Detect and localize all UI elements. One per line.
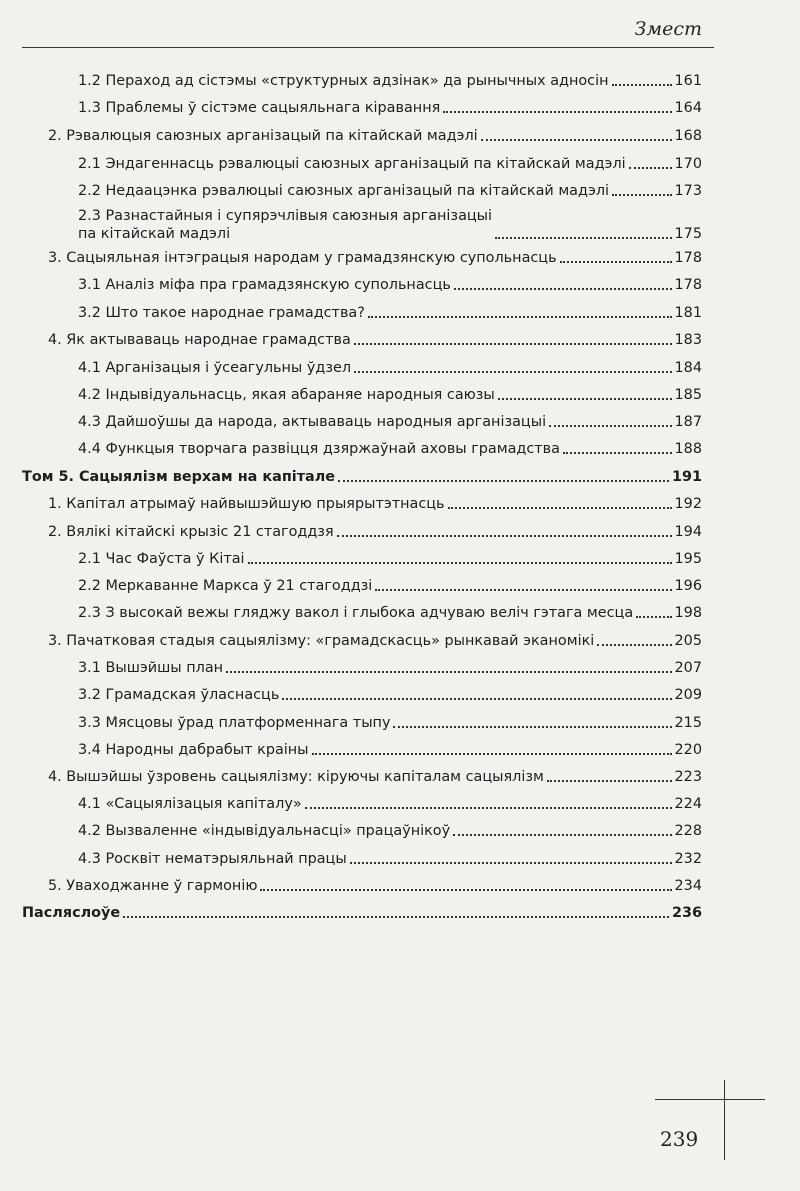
- toc-entry-label: 2.3 Разнастайныя і супярэчлівыя саюзныя арганізацыі: [78, 208, 493, 224]
- toc-entry-label: 3.2 Грамадская ўласнасць: [78, 687, 280, 703]
- footer-rule: [655, 1099, 765, 1100]
- toc-entry-page: 173: [674, 183, 702, 199]
- leader-dots: [454, 288, 672, 290]
- leader-dots: [368, 316, 672, 318]
- toc-entry-page: 194: [674, 524, 702, 540]
- page-number: 239: [660, 1127, 699, 1151]
- leader-dots: [560, 261, 672, 263]
- toc-entry-page: 196: [674, 578, 702, 594]
- toc-entry[interactable]: [78, 741, 702, 759]
- toc-entry-label: 4.3 Дайшоўшы да народа, актываваць народныя арганізацыі: [78, 414, 547, 430]
- toc-entry[interactable]: [48, 768, 702, 786]
- toc-part-entry[interactable]: [22, 468, 702, 486]
- toc-entry-label: 3. Пачатковая стадыя сацыялізму: «грамадскасць» рынкавай эканомікі: [48, 633, 595, 649]
- toc-entry-label: 3.1 Вышэйшы план: [78, 660, 224, 676]
- toc-entry-page: 220: [674, 742, 702, 758]
- toc-entry[interactable]: [78, 99, 702, 117]
- toc-entry-label: 3. Сацыяльная інтэграцыя народам у грамадзянскую супольнасць: [48, 250, 557, 266]
- leader-dots: [481, 139, 672, 141]
- leader-dots: [612, 84, 672, 86]
- toc-entry-page: 184: [674, 360, 702, 376]
- toc-entry-page: 198: [674, 605, 702, 621]
- toc-entry[interactable]: [48, 127, 702, 145]
- leader-dots: [305, 807, 672, 809]
- toc-entry-page: 192: [674, 496, 702, 512]
- toc-entry-page: 175: [674, 226, 702, 242]
- toc-entry-page: 183: [674, 332, 702, 348]
- toc-entry-label: Том 5. Сацыялізм верхам на капітале: [22, 469, 336, 485]
- toc-entry-page: 236: [671, 905, 702, 921]
- toc-entry-page: 209: [674, 687, 702, 703]
- toc-entry[interactable]: [78, 440, 702, 458]
- leader-dots: [260, 889, 671, 891]
- leader-dots: [312, 753, 672, 755]
- toc-entry-page: 228: [674, 823, 702, 839]
- toc-entry-page: 168: [674, 128, 702, 144]
- toc-entry[interactable]: [78, 386, 702, 404]
- toc-entry-page: 188: [674, 441, 702, 457]
- toc-entry[interactable]: [78, 822, 702, 840]
- toc-entry-page: 215: [674, 715, 702, 731]
- toc-entry[interactable]: [78, 359, 702, 377]
- toc-entry-label: 4.1 «Сацыялізацыя капіталу»: [78, 796, 302, 812]
- toc-entry-label: 2.3 З высокай вежы гляджу вакол і глыбока адчуваю веліч гэтага месца: [78, 605, 634, 621]
- toc-entry-label: 1. Капітал атрымаў найвышэйшую прыярытэтнасць: [48, 496, 445, 512]
- toc-entry-label: 2. Вялікі кітайскі крызіс 21 стагоддзя: [48, 524, 334, 540]
- leader-dots: [563, 452, 672, 454]
- leader-dots: [549, 425, 671, 427]
- toc-entry-page: 191: [671, 469, 702, 485]
- leader-dots: [350, 862, 672, 864]
- toc-entry-page: 181: [674, 305, 702, 321]
- toc-entry-page: 164: [674, 100, 702, 116]
- toc-entry-label: 2.1 Эндагеннасць рэвалюцыі саюзных арганізацый па кітайскай мадэлі: [78, 156, 626, 172]
- leader-dots: [629, 167, 672, 169]
- toc-entry-page: 223: [674, 769, 702, 785]
- toc-entry-label: 3.4 Народны дабрабыт краіны: [78, 742, 309, 758]
- toc-entry-label: 3.2 Што такое народнае грамадства?: [78, 305, 365, 321]
- toc-entry[interactable]: [48, 523, 702, 541]
- toc-entry[interactable]: [48, 632, 702, 650]
- leader-dots: [393, 726, 671, 728]
- toc-entry[interactable]: [78, 714, 702, 732]
- toc-entry-label: 4.1 Арганізацыя і ўсеагульны ўдзел: [78, 360, 352, 376]
- leader-dots: [547, 780, 672, 782]
- toc-entry[interactable]: [78, 155, 702, 173]
- toc-entry[interactable]: [78, 304, 702, 322]
- toc-entry-label: 4.4 Функцыя творчага развіцця дзяржаўнай аховы грамадства: [78, 441, 560, 457]
- toc-entry-page: 195: [674, 551, 702, 567]
- toc-entry[interactable]: [78, 795, 702, 813]
- leader-dots: [375, 589, 671, 591]
- toc-entry-label: 5. Уваходжанне ў гармонію: [48, 878, 258, 894]
- toc-entry-label: 1.3 Праблемы ў сістэме сацыяльнага кіравання: [78, 100, 441, 116]
- leader-dots: [123, 916, 669, 918]
- leader-dots: [612, 194, 671, 196]
- toc-entry[interactable]: [48, 877, 702, 895]
- toc-entry-page: 178: [674, 250, 702, 266]
- toc-entry-page: 232: [674, 851, 702, 867]
- toc-entry-label: Пасляслоўе: [22, 905, 121, 921]
- toc-entry-label: 4. Як актываваць народнае грамадства: [48, 332, 351, 348]
- toc-entry-label: 2. Рэвалюцыя саюзных арганізацый па кітайскай мадэлі: [48, 128, 478, 144]
- toc-entry-page: 205: [674, 633, 702, 649]
- leader-dots: [448, 507, 672, 509]
- toc-entry-label: 3.1 Аналіз міфа пра грамадзянскую супольнасць: [78, 277, 451, 293]
- toc-entry-label: 4.3 Росквіт нематэрыяльнай працы: [78, 851, 347, 867]
- toc-entry-label: 4. Вышэйшы ўзровень сацыялізму: кіруючы капіталам сацыялізм: [48, 769, 544, 785]
- toc-entry[interactable]: [78, 207, 702, 243]
- toc-entry[interactable]: [78, 182, 702, 200]
- leader-dots: [597, 644, 671, 646]
- footer-vertical-rule: [724, 1080, 725, 1160]
- leader-dots: [338, 480, 669, 482]
- running-header-title: Змест: [634, 18, 702, 40]
- toc-entry-label: 2.1 Час Фаўста ў Кітаі: [78, 551, 245, 567]
- leader-dots: [354, 343, 672, 345]
- toc-entry-page: 224: [674, 796, 702, 812]
- toc-entry-label: 1.2 Пераход ад сістэмы «структурных адзінак» да рынычных адносін: [78, 73, 609, 89]
- toc-entry[interactable]: [78, 604, 702, 622]
- leader-dots: [495, 237, 671, 239]
- toc-entry[interactable]: [48, 249, 702, 267]
- toc-entry[interactable]: [78, 686, 702, 704]
- toc-entry-page: 187: [674, 414, 702, 430]
- leader-dots: [248, 562, 672, 564]
- leader-dots: [443, 111, 671, 113]
- leader-dots: [337, 535, 672, 537]
- toc-entry[interactable]: [78, 850, 702, 868]
- toc-entry[interactable]: [78, 413, 702, 431]
- leader-dots: [498, 398, 672, 400]
- toc-entry[interactable]: [78, 577, 702, 595]
- toc-entry-page: 161: [674, 73, 702, 89]
- leader-dots: [226, 671, 671, 673]
- toc-entry[interactable]: [78, 659, 702, 677]
- toc-entry[interactable]: [78, 276, 702, 294]
- toc-entry-page: 185: [674, 387, 702, 403]
- toc-entry[interactable]: [78, 72, 702, 90]
- toc-entry-label-continued: па кітайскай мадэлі: [78, 226, 231, 242]
- toc-entry-page: 234: [674, 878, 702, 894]
- leader-dots: [453, 834, 671, 836]
- toc-entry[interactable]: [48, 331, 702, 349]
- toc-entry-label: 2.2 Меркаванне Маркса ў 21 стагоддзі: [78, 578, 373, 594]
- toc-entry-page: 170: [674, 156, 702, 172]
- toc-part-entry[interactable]: [22, 904, 702, 922]
- leader-dots: [282, 698, 671, 700]
- header-rule: [22, 47, 714, 48]
- toc-entry-page: 178: [674, 277, 702, 293]
- leader-dots: [354, 371, 672, 373]
- leader-dots: [636, 616, 671, 618]
- toc-entry-label: 4.2 Індывідуальнасць, якая абараняе народныя саюзы: [78, 387, 495, 403]
- toc-entry-label: 3.3 Мясцовы ўрад платформеннага тыпу: [78, 715, 391, 731]
- toc-entry-label: 4.2 Вызваленне «індывідуальнасці» працаўнікоў: [78, 823, 451, 839]
- toc-entry-page: 207: [674, 660, 702, 676]
- toc-entry[interactable]: [48, 495, 702, 513]
- toc-entry[interactable]: [78, 550, 702, 568]
- toc-entry-label: 2.2 Недаацэнка рэвалюцыі саюзных арганізацый па кітайскай мадэлі: [78, 183, 610, 199]
